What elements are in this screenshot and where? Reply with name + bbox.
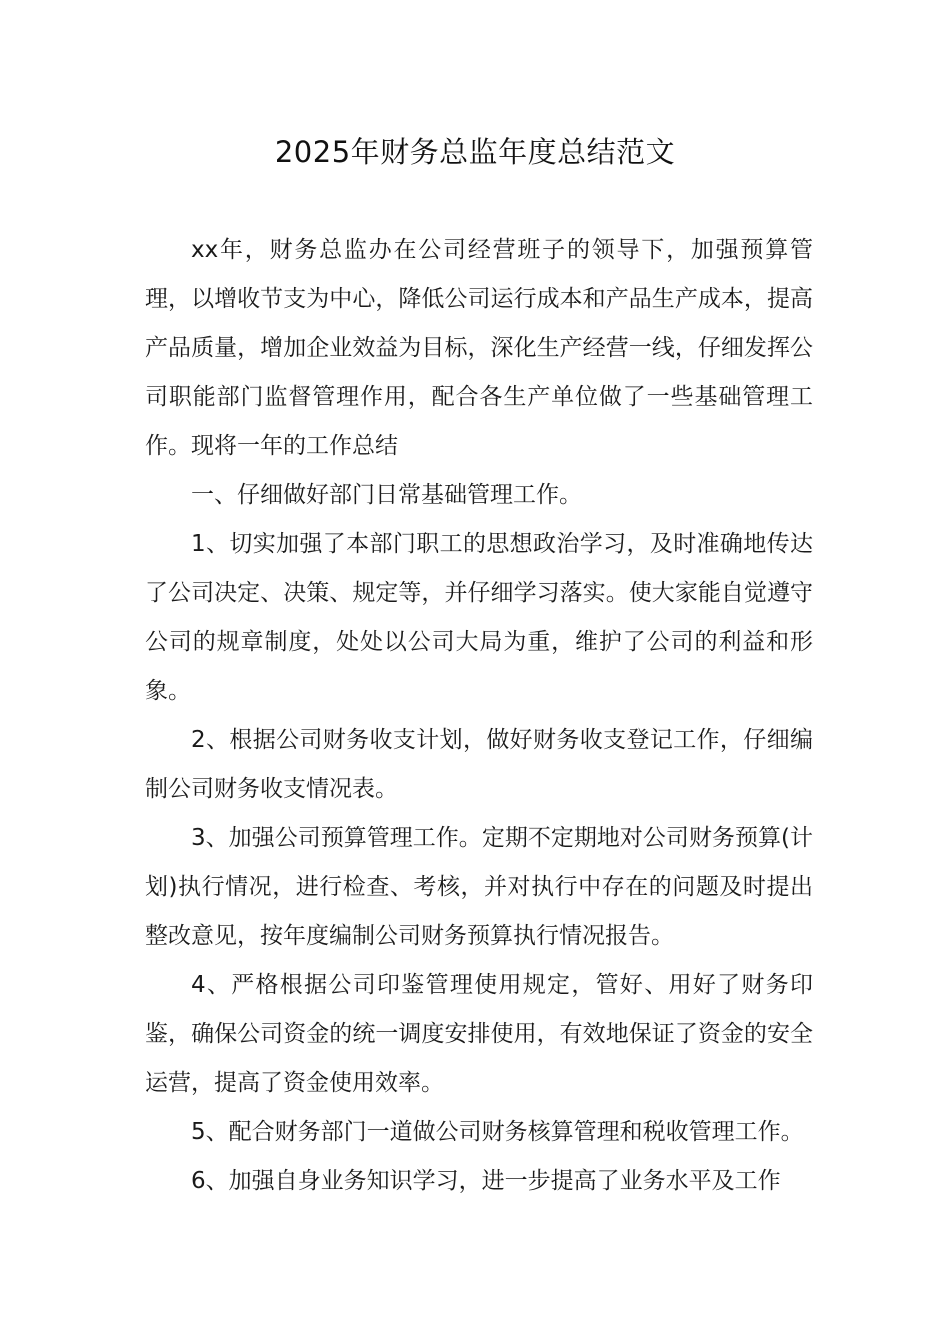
document-body [145, 226, 813, 1206]
document-title: 2025年财务总监年度总结范文 [274, 135, 676, 169]
paragraph-item-6: 6、加强自身业务知识学习，进一步提高了业务水平及工作 [191, 1168, 781, 1194]
paragraph-item-1: 1、切实加强了本部门职工的思想政治学习，及时准确地传达了公司决定、决策、规定等，并仔细学习落实。使大家能自觉遵守公司的规章制度，处处以公司大局为重，维护了公司的利益和形象。 [145, 531, 813, 704]
paragraph-item-3: 3、加强公司预算管理工作。定期不定期地对公司财务预算(计划)执行情况，进行检查、考核，并对执行中存在的问题及时提出整改意见，按年度编制公司财务预算执行情况报告。 [145, 825, 813, 949]
paragraph-item-4: 4、严格根据公司印鉴管理使用规定，管好、用好了财务印鉴，确保公司资金的统一调度安排使用，有效地保证了资金的安全运营，提高了资金使用效率。 [145, 972, 813, 1096]
section-heading-1: 一、仔细做好部门日常基础管理工作。 [191, 482, 582, 508]
paragraph-intro: xx年，财务总监办在公司经营班子的领导下，加强预算管理，以增收节支为中心，降低公司运行成本和产品生产成本，提高产品质量，增加企业效益为目标，深化生产经营一线，仔细发挥公司职能部门监督管理作用，配合各生产单位做了一些基础管理工作。现将一年的工作总结 [145, 237, 813, 459]
paragraph-item-2: 2、根据公司财务收支计划，做好财务收支登记工作，仔细编制公司财务收支情况表。 [145, 727, 813, 802]
paragraph-item-5: 5、配合财务部门一道做公司财务核算管理和税收管理工作。 [191, 1119, 804, 1145]
